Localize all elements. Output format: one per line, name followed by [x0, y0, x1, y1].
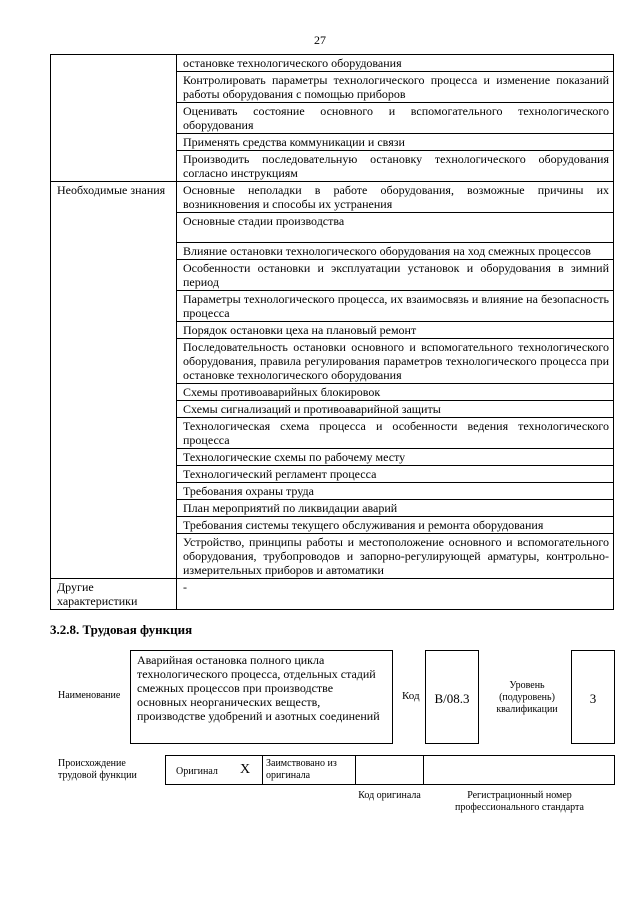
table-cell: Устройство, принципы работы и местоположение основного и вспомогательного оборудования, трубопроводов и запорно-регулирующей арматуры, контрольно-измерительных приборов и автоматики [177, 534, 614, 579]
table-cell: Параметры технологического процесса, их взаимосвязь и влияние на безопасность процесса [177, 291, 614, 322]
section-title: 3.2.8. Трудовая функция [50, 622, 193, 637]
reg-number-label: Регистрационный номер профессионального стандарта [455, 790, 584, 813]
code-value: B/08.3 [434, 691, 470, 706]
row-group-label: Необходимые знания [51, 182, 177, 579]
table-cell: Требования охраны труда [177, 483, 614, 500]
table-cell: Применять средства коммуникации и связи [177, 134, 614, 151]
other-value: - [177, 579, 614, 610]
reg-number-box [423, 755, 615, 785]
name-box [130, 650, 393, 744]
other-label: Другие характеристики [51, 579, 177, 610]
code-original-box [355, 755, 424, 785]
original-label: Оригинал [176, 766, 218, 777]
table-cell: Производить последовательную остановку технологического оборудования согласно инструкциям [177, 151, 614, 182]
code-original-label: Код оригинала [358, 790, 421, 801]
row-group-label [51, 55, 177, 182]
table-cell: Схемы противоаварийных блокировок [177, 384, 614, 401]
table-cell: Влияние остановки технологического оборудования на ход смежных процессов [177, 243, 614, 260]
table-cell: Последовательность остановки основного и вспомогательного технологического оборудования, правила регулирования параметров технологического процесса при остановке технологического оборудования [177, 339, 614, 384]
origin-label: Происхождение трудовой функции [58, 758, 137, 781]
table-cell: Технологические схемы по рабочему месту [177, 449, 614, 466]
original-box [165, 755, 263, 785]
original-mark: X [240, 762, 251, 777]
table-cell: Особенности остановки и эксплуатации установок и оборудования в зимний период [177, 260, 614, 291]
borrowed-label: Заимствовано из оригинала [266, 758, 337, 781]
function-name: Аварийная остановка полного цикла технологического процесса, отдельных стадий смежных процессов при производстве основных неорганических веществ, производстве удобрений и азотных соединений [137, 653, 380, 723]
table-cell: остановке технологического оборудования [177, 55, 614, 72]
table-cell: Основные неполадки в работе оборудования, возможные причины их возникновения и способы их устранения [177, 182, 614, 213]
level-box [571, 650, 615, 744]
level-value: 3 [589, 691, 597, 706]
table-cell: Технологическая схема процесса и особенности ведения технологического процесса [177, 418, 614, 449]
table-cell: Контролировать параметры технологического процесса и изменение показаний работы оборудования с помощью приборов [177, 72, 614, 103]
table-cell: Требования системы текущего обслуживания и ремонта оборудования [177, 517, 614, 534]
name-label: Наименование [58, 690, 121, 701]
borrowed-box [262, 755, 356, 785]
code-box [425, 650, 479, 744]
table-cell: Оценивать состояние основного и вспомогательного технологического оборудования [177, 103, 614, 134]
code-label: Код [402, 690, 420, 702]
page-number: 27 [314, 33, 326, 47]
requirements-table [50, 54, 614, 610]
table-cell: Схемы сигнализаций и противоаварийной защиты [177, 401, 614, 418]
table-cell: Порядок остановки цеха на плановый ремонт [177, 322, 614, 339]
table-row [51, 55, 614, 72]
table-row [51, 182, 614, 213]
table-cell: План мероприятий по ликвидации аварий [177, 500, 614, 517]
level-label: Уровень (подуровень) квалификации [496, 680, 558, 715]
table-cell: Технологический регламент процесса [177, 466, 614, 483]
table-row [51, 579, 614, 610]
table-cell: Основные стадии производства [177, 213, 614, 243]
